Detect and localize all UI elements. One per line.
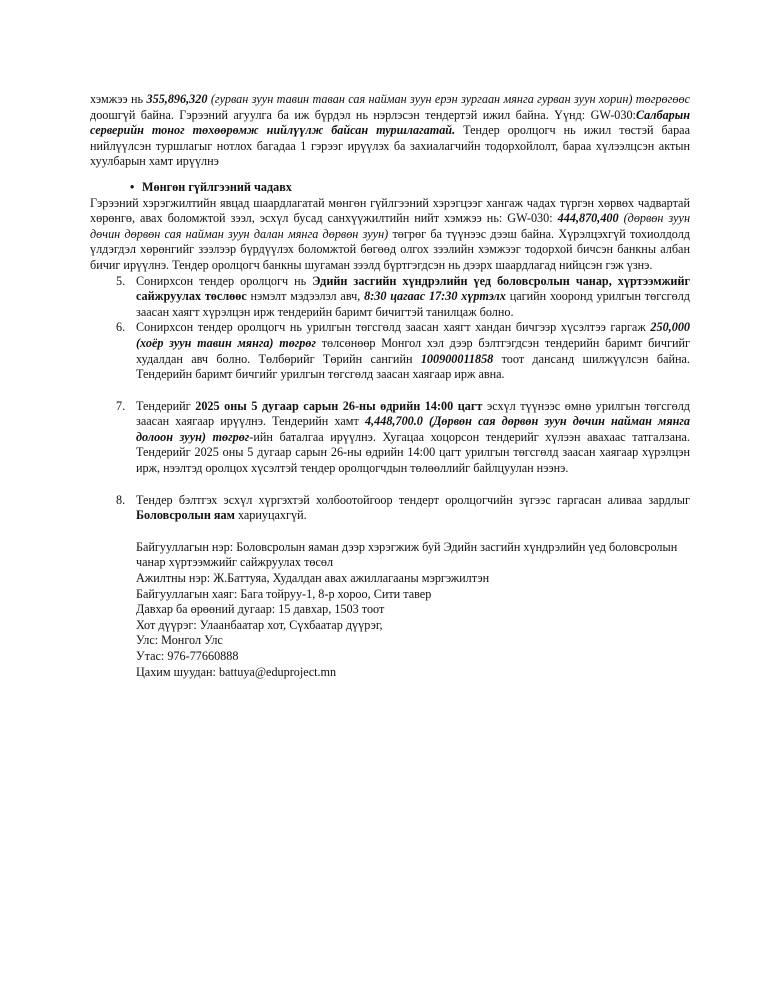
project-name: Эдийн засгийн хүндрэлийн үед боловсролын чанар, хүртээмжийг сайжруулах төслөөс	[136, 273, 690, 304]
office-hours: 8:30 цагаас 17:30 хүртэлх	[364, 289, 506, 304]
list-item-8	[90, 493, 690, 524]
amount-value: 444,870,400	[557, 211, 619, 226]
list-item-7	[90, 399, 690, 477]
deadline: 2025 оны 5 дугаар сарын 26-ны өдрийн 14:00 цагт	[195, 398, 483, 413]
numbered-list	[90, 274, 690, 524]
text-run: тоот дансанд шилжүүлсэн байна. Тендерийн баримт бичгийг урилгын төгсгөлд заасан хаягаар ирж авна.	[136, 351, 690, 382]
lot-requirement: Салбарын серверийн тоног төхөөрөмж нийлүүлж байсан туршлагатай.	[90, 107, 690, 138]
text-run: Тендер бэлтгэх эсхүл хүргэхтэй холбоотойгоор тендерт оролцогчийн зүгээс гаргасан аливаа зардлыг	[136, 492, 690, 507]
document-page	[90, 92, 690, 680]
account-number: 100900011858	[420, 351, 494, 366]
text-run: доошгүй байна. Гэрээний агуулга ба иж бүрдэл нь нэрлэсэн тендертэй ижил байна. Үүнд: GW-030:	[90, 107, 636, 122]
text-run: хариуцахгүй.	[234, 508, 307, 523]
list-number: 7.	[116, 398, 126, 413]
ministry-name: Боловсролын яам	[136, 508, 235, 523]
contact-phone: Утас: 976-77660888	[136, 649, 239, 663]
guarantee-amount: 4,448,700.0 (Дөрвөн сая дөрвөн зуун дөчин найман мянга долоон зуун) төгрөг	[136, 414, 690, 444]
text-run: Тендерийг	[136, 398, 196, 413]
contact-address: Байгууллагын хаяг: Бага тойруу-1, 8-р хороо, Сити тавер	[136, 586, 432, 601]
contact-city: Хот дүүрэг: Улаанбаатар хот, Сүхбаатар дүүрэг,	[136, 617, 383, 632]
list-number: 6.	[116, 320, 126, 335]
text-run: Тендер оролцогч нь ижил төстэй бараа нийлүүлсэн туршлагыг нотлох багадаа 1 гэрээг ирүүлэх ба захиалагчийн тодорхойлолт, бараа хүлээлцсэн актын хуулбарын хамт ирүүлнэ	[90, 123, 690, 169]
text-run: төлсөнөөр Монгол хэл дээр бэлтгэгдсэн тендерийн баримт бичгийг худалдан авч болно. Төлбөрийг Төрийн сангийн	[136, 335, 690, 366]
contact-floor: Давхар ба өрөөний дугаар: 15 давхар, 1503 тоот	[136, 602, 385, 617]
amount-in-words: (дөрвөн зуун дөчин дөрвөн сая найман зуун далан мянга дөрвөн зуун)	[90, 211, 690, 241]
text-run: Гэрээний хэрэгжилтийн явцад шаардлагатай мөнгөн гүйлгээний хэрэгцээг хангаж чадах түргэн хөрвөх чадвартай хөрөнгө, авах боломжтой зээл, эсхүл бусад санхүүжилтийн нийт хэмжээ нь: GW-030:	[90, 195, 690, 226]
list-item-5	[90, 274, 690, 321]
list-spacer	[90, 383, 690, 399]
list-spacer	[90, 477, 690, 493]
contact-email: Цахим шуудан: battuya@eduproject.mn	[136, 664, 337, 679]
text-run: хэмжээ нь	[90, 92, 147, 106]
experience-paragraph	[90, 92, 690, 170]
text-run: Сонирхсон тендер оролцогч нь	[136, 273, 313, 288]
amount-value: 355,896,320	[146, 92, 208, 106]
text-run: эсхүл түүнээс өмнө урилгын төгсгөлд заасан хаягаар ирүүлнэ. Тендерийн хамт	[136, 398, 690, 429]
section-title	[90, 180, 690, 196]
contact-organization: Байгууллагын нэр: Боловсролын яаман дээр хэрэгжиж буй Эдийн засгийн хүндрэлийн үед боловсролын чанар хүртээмжийг сайжруулах төсөл	[136, 539, 678, 570]
bullet-icon: •	[130, 179, 135, 194]
section-title-text: Мөнгөн гүйлгээний чадавх	[142, 179, 292, 194]
list-number: 8.	[116, 492, 126, 507]
cashflow-paragraph	[90, 196, 690, 274]
amount-in-words: (гурван зуун тавин таван сая найман зуун ерэн зургаан мянга гурван зуун хорин) төгрөгөөс	[207, 92, 690, 106]
list-item-6	[90, 320, 690, 382]
text-run: нэмэлт мэдээлэл авч,	[246, 289, 365, 304]
text-run: Сонирхсон тендер оролцогч нь урилгын төгсгөлд заасан хаягт хандан бичгээр хүсэлтээ гаргаж	[136, 320, 651, 335]
text-run: -ийн баталгаа ирүүлнэ. Хугацаа хоцорсон тендерийг хүлээн авахаас татгалзана. Тендерийг 2025 оны 5 дугаар сарын 26-ны өдрийн 14:00 цагт урилгын төгсгөлд заасан хаягаар хүрэлцэн ирж, нээлтэд оролцох хүсэлтэй тендер оролцогчдын төлөөллийг байлцуулан нээнэ.	[136, 429, 690, 476]
contact-country: Улс: Монгол Улс	[136, 633, 223, 648]
fee-amount: 250,000 (хоёр зуун тавин мянга) төгрөг	[136, 320, 690, 350]
text-run: төгрөг ба түүнээс дээш байна. Хүрэлцэхгүй тохиолдолд үлдэгдэл хөрөнгийг зээлээр бүрдүүлэх боломжтой бөгөөд олгох зээлийн хэмжээг тодорхой бичсэн банкны албан бичиг ирүүлнэ. Тендер оролцогч банкны шугаман зээлд бүртгэгдсэн нь дээрх шаардлагад нийцсэн гэж үзнэ.	[90, 226, 690, 272]
list-number: 5.	[116, 273, 126, 288]
contact-block	[90, 540, 690, 680]
text-run: цагийн хооронд урилгын төгсгөлд заасан хаягт хүрэлцэн ирж тендерийн баримт бичигтэй танилцаж болно.	[136, 289, 690, 319]
contact-staff: Ажилтны нэр: Ж.Баттуяа, Худалдан авах ажиллагааны мэргэжилтэн	[136, 571, 490, 586]
